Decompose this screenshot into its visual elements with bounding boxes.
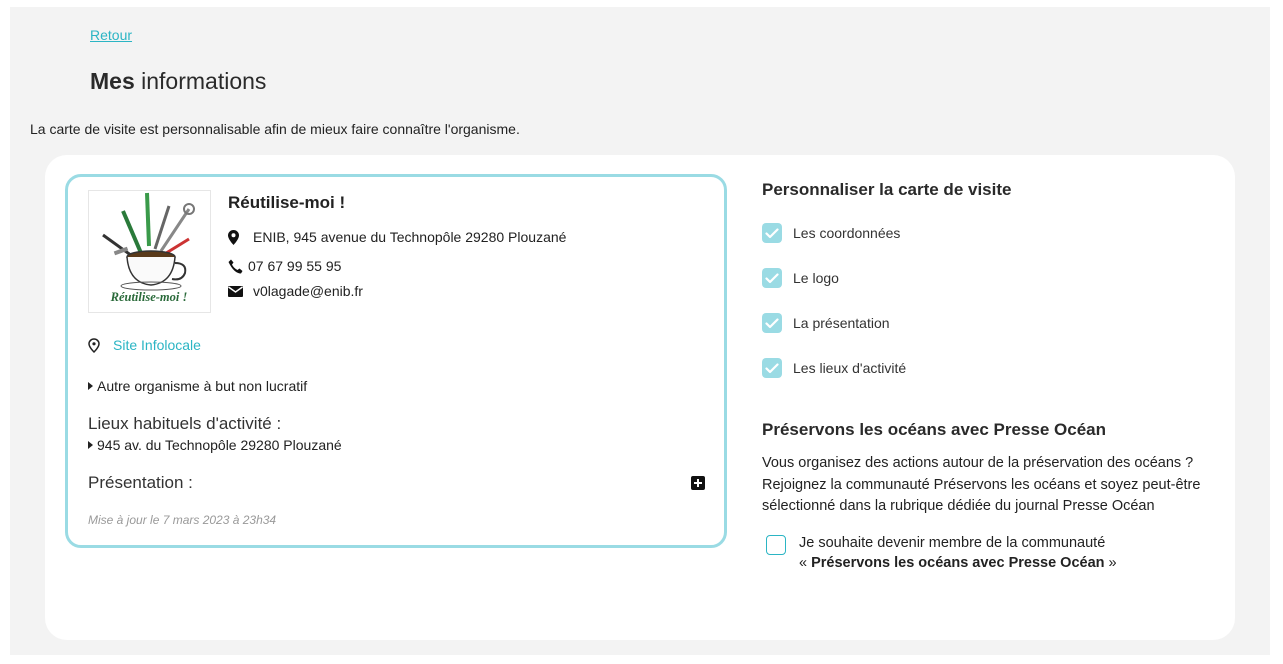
business-card xyxy=(65,174,727,548)
checkbox-checked[interactable] xyxy=(762,268,782,288)
checkmark-icon xyxy=(765,273,779,284)
page-title-rest: informations xyxy=(134,68,267,94)
map-pin-icon xyxy=(228,229,246,245)
quote-close: » xyxy=(1104,555,1117,571)
last-updated: Mise à jour le 7 mars 2023 à 23h34 xyxy=(88,513,277,527)
organization-logo xyxy=(88,190,211,313)
checkbox-checked[interactable] xyxy=(762,358,782,378)
page-title-bold: Mes xyxy=(90,68,135,94)
places-label: Lieux habituels d'activité : xyxy=(88,414,282,433)
address-text: ENIB, 945 avenue du Technopôle 29280 Plouzané xyxy=(253,229,567,245)
option-label: Le logo xyxy=(793,270,839,286)
address-row xyxy=(228,229,566,245)
place-item-text: 945 av. du Technopôle 29280 Plouzané xyxy=(97,437,342,453)
ocean-membership-option[interactable] xyxy=(766,533,1117,573)
option-logo[interactable] xyxy=(762,268,839,288)
envelope-icon xyxy=(228,283,246,299)
location-outline-icon xyxy=(88,338,106,353)
phone-text: 07 67 99 55 95 xyxy=(248,258,342,274)
organization-type xyxy=(88,378,307,394)
place-item xyxy=(88,437,342,453)
option-label: Les lieux d'activité xyxy=(793,360,907,376)
option-coordonnees[interactable] xyxy=(762,223,900,243)
caret-right-icon xyxy=(88,441,93,449)
phone-row xyxy=(228,258,341,274)
intro-text: La carte de visite est personnalisable afin de mieux faire connaître l'organisme. xyxy=(30,121,520,137)
checkmark-icon xyxy=(765,363,779,374)
expand-presentation-button[interactable] xyxy=(691,476,705,490)
ocean-description: Vous organisez des actions autour de la préservation des océans ? Rejoignez la communauté Préservons les océans et soyez peut-être sélectionné dans la rubrique dédiée du journal Presse Océan xyxy=(762,455,1201,514)
option-lieux[interactable] xyxy=(762,358,906,378)
organization-type-text: Autre organisme à but non lucratif xyxy=(97,378,308,394)
checkbox-checked[interactable] xyxy=(762,313,782,333)
checkbox-checked[interactable] xyxy=(762,223,782,243)
presentation-label: Présentation : xyxy=(88,473,193,492)
quote-open: « xyxy=(799,555,812,571)
ocean-membership-label xyxy=(799,533,1117,573)
option-presentation[interactable] xyxy=(762,313,890,333)
phone-icon xyxy=(228,258,246,274)
site-row xyxy=(88,337,201,353)
checkmark-icon xyxy=(765,318,779,329)
caret-right-icon xyxy=(88,382,93,390)
page-title xyxy=(90,68,266,95)
email-row xyxy=(228,283,363,299)
checkbox-unchecked[interactable] xyxy=(766,535,786,555)
membership-community-name: Préservons les océans avec Presse Océan xyxy=(811,555,1105,571)
option-label: Les coordonnées xyxy=(793,225,901,241)
organization-name: Réutilise-moi ! xyxy=(228,193,346,212)
site-infolocale-link[interactable]: Site Infolocale xyxy=(113,337,201,353)
logo-text: Réutilise-moi ! xyxy=(110,290,188,304)
main-panel xyxy=(45,155,1235,640)
membership-line1: Je souhaite devenir membre de la communauté xyxy=(799,535,1106,551)
customize-title: Personnaliser la carte de visite xyxy=(762,180,1012,199)
checkmark-icon xyxy=(765,228,779,239)
back-link[interactable]: Retour xyxy=(90,27,133,43)
email-text: v0lagade@enib.fr xyxy=(253,283,363,299)
cup-tools-logo-icon xyxy=(89,191,210,312)
ocean-title: Préservons les océans avec Presse Océan xyxy=(762,420,1107,439)
option-label: La présentation xyxy=(793,315,890,331)
